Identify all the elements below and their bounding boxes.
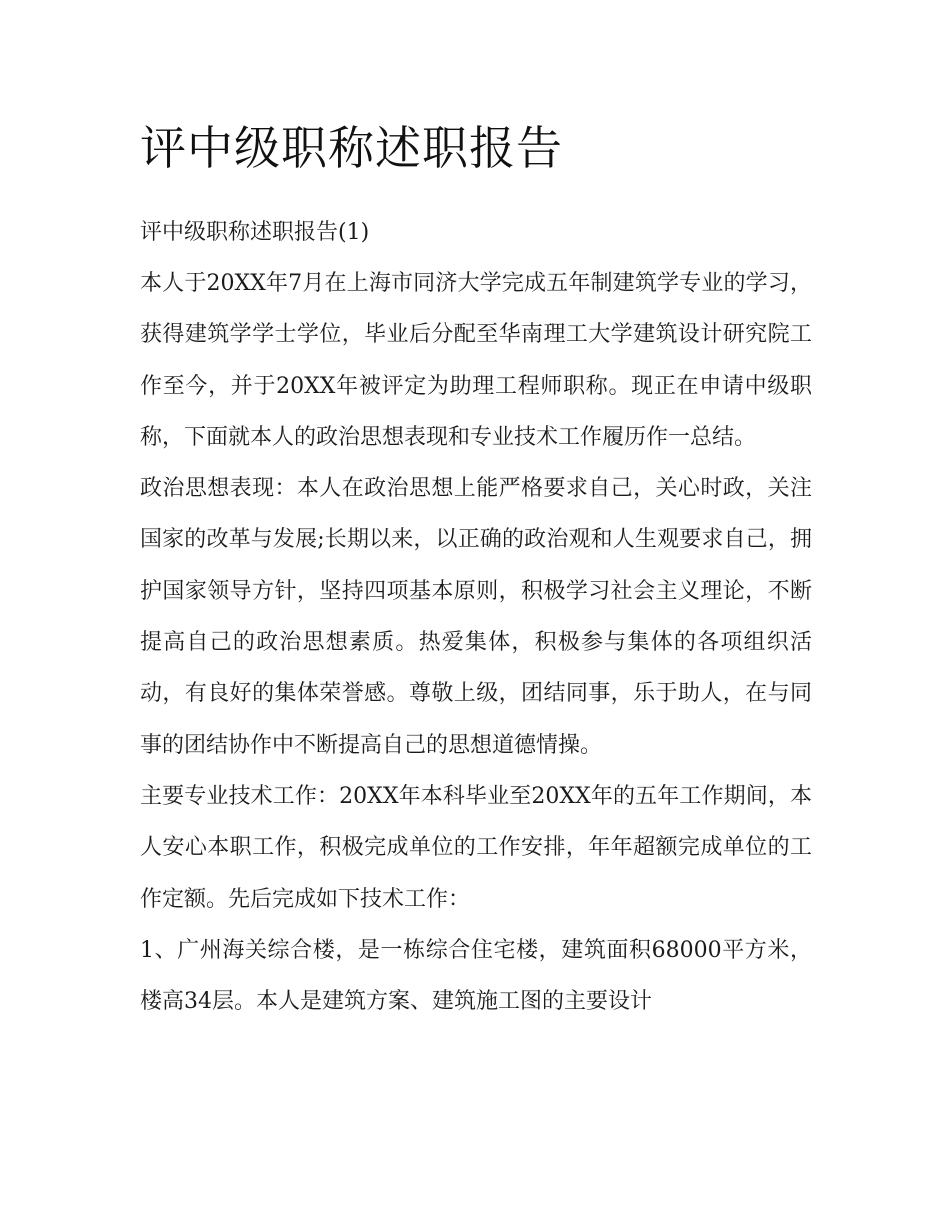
document-title: 评中级职称述职报告 [140,121,563,175]
section-heading: 评中级职称述职报告(1) [140,220,370,245]
paragraph-education: 本人于20XX年7月在上海市同济大学完成五年制建筑学专业的学习，获得建筑学学士学位，毕业后分配至华南理工大学建筑设计研究院工作至今，并于20XX年被评定为助理工程师职称。现正在申请中级职称，下面就本人的政治思想表现和专业技术工作履历作一总结。 [140,271,812,450]
paragraph-technical-work: 主要专业技术工作：20XX年本科毕业至20XX年的五年工作期间，本人安心本职工作，积极完成单位的工作安排，年年超额完成单位的工作定额。先后完成如下技术工作： [140,783,812,912]
paragraph-project-1: 1、广州海关综合楼，是一栋综合住宅楼，建筑面积68000平方米，楼高34层。本人是建筑方案、建筑施工图的主要设计 [140,937,812,1015]
paragraph-political: 政治思想表现：本人在政治思想上能严格要求自己，关心时政，关注国家的改革与发展;长期以来，以正确的政治观和人生观要求自己，拥护国家领导方针，坚持四项基本原则，积极学习社会主义理论，不断提高自己的政治思想素质。热爱集体，积极参与集体的各项组织活动，有良好的集体荣誉感。尊敬上级，团结同事，乐于助人，在与同事的团结协作中不断提高自己的思想道德情操。 [140,476,812,758]
document-body [140,118,812,1027]
